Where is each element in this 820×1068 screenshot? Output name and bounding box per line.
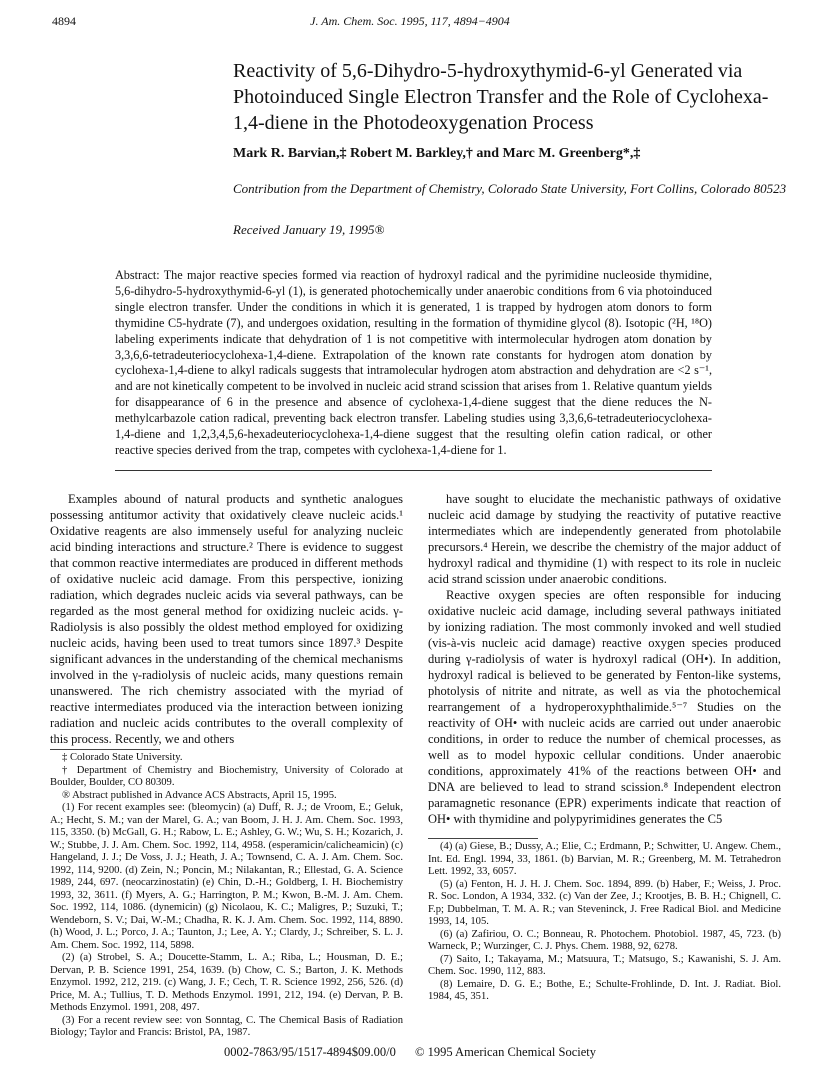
body-paragraph: Examples abound of natural products and synthetic analogues possessing antitumor activity that oxidatively cleave nucleic acids.¹ Oxidative reagents are also immensely useful for analyzing nucleic acid binding interactions and structure.² There is evidence to suggest that common reactive intermediates are produced in different methods of oxidative nucleic acid damage. From this perspective, ionizing radiation, which degrades nucleic acids via several pathways, can be regarded as the most general method for oxidizing nucleic acids. γ-Radiolysis is also possibly the oldest method employed for oxidizing nucleic acids, having been used to treat tumors since 1897.³ Despite significant advances in the understanding of the chemical mechanisms involved in the γ-radiolysis of nucleic acids, many questions remain unanswered. The rich chemistry associated with the myriad of reactive intermediates produced via the interaction between ionizing radiation and nucleic acids contributes to the overall complexity of this process. Recently, we and others (50, 492, 403, 746)
body-paragraph: Reactive oxygen species are often responsible for inducing oxidative nucleic acid damage, including several pathways initiated by ionizing radiation. The most commonly invoked and well studied (vis-à-vis nucleic acid damage) reactive oxygen species produced during γ-radiolysis of water is hydroxyl radical (OH•). In addition, hydroxyl radical is believed to be generated by Fenton-like systems, photolysis of nitrite and nitrate, as well as via the photochemical rearrangement of a hydroperoxyphthalimide.⁵⁻⁷ Studies on the reactivity of OH• with nucleic acids are carried out under anaerobic conditions, in order to reduce the number of chemical processes, as well as to model hypoxic cellular conditions. Under anaerobic conditions, approximately 41% of the reactions between OH• and DNA are believed to lead to strand scission.⁸ Independent electron paramagnetic resonance (EPR) experiments indicate that reaction of OH• with thymidine and polypyrimidines generates the C5 (428, 588, 781, 826)
footnote: ‡ Colorado State University. (62, 752, 183, 763)
footnote: (7) Saito, I.; Takayama, M.; Matsuura, T.; Matsugo, S.; Kawanishi, S. J. Am. Chem. Soc. 1990, 112, 883. (428, 953, 781, 977)
footnote: (8) Lemaire, D. G. E.; Bothe, E.; Schulte-Frohlinde, D. Int. J. Radiat. Biol. 1984, 45, 351. (428, 978, 781, 1002)
footnote-divider (428, 838, 538, 839)
footnote-divider (50, 749, 160, 750)
footnote: (3) For a recent review see: von Sonntag, C. The Chemical Basis of Radiation Biology; Taylor and Francis: Bristol, PA, 1987. (50, 1014, 403, 1038)
footnote: (4) (a) Giese, B.; Dussy, A.; Elie, C.; Erdmann, P.; Schwitter, U. Angew. Chem., Int. Ed. Engl. 1994, 33, 1861. (b) Barvian, M. R.; Greenberg, M. M. Tetrahedron Lett. 1992, 33, 6057. (428, 841, 781, 877)
received-date: Received January 19, 1995® (233, 222, 385, 237)
article-code: 0002-7863/95/1517-4894$09.00/0 (224, 1045, 396, 1059)
affiliation: Contribution from the Department of Chemistry, Colorado State University, Fort Collins, Colorado 80523 (233, 181, 787, 196)
running-header (52, 14, 768, 32)
footnote: ® Abstract published in Advance ACS Abstracts, April 15, 1995. (62, 789, 337, 801)
footnotes-right (428, 836, 781, 1004)
right-column (428, 491, 781, 827)
page-footer (0, 1045, 820, 1060)
footnote: † Department of Chemistry and Biochemistry, University of Colorado at Boulder, Boulder, CO 80309. (50, 764, 403, 788)
footnote: (5) (a) Fenton, H. J. H. J. Chem. Soc. 1894, 899. (b) Haber, F.; Weiss, J. Proc. R. Soc. London, A 1934, 332. (c) Van der Zee, J.; Krootjes, B. B. H.; Chignell, C. F.p; Dubbelman, T. M. A. R.; van Steveninck, J. Free Radical Biol. and Medicine 1993, 14, 105. (428, 878, 781, 927)
body-paragraph: have sought to elucidate the mechanistic pathways of oxidative nucleic acid damage by studying the reactivity of putative reactive intermediates which are independently generated from photolabile precursors.⁴ Herein, we describe the chemistry of the major adduct of hydroxyl radical and thymidine (1) with respect to its role in nucleic acid strand scission under anaerobic conditions. (428, 492, 781, 586)
abstract-divider (115, 470, 712, 471)
copyright: © 1995 American Chemical Society (415, 1045, 596, 1059)
footnotes-left (50, 752, 403, 1040)
article-title: Reactivity of 5,6-Dihydro-5-hydroxythymid-6-yl Generated via Photoinduced Single Electron Transfer and the Role of Cyclohexa-1,4-diene in the Photodeoxygenation Process (233, 60, 769, 134)
footnote: (1) For recent examples see: (bleomycin) (a) Duff, R. J.; de Vroom, E.; Geluk, A.; Hecht, S. M.; van der Marel, G. A.; van Boom, J. H. J. Am. Chem. Soc. 1993, 115, 3350. (b) McGall, G. H.; Rabow, L. E.; Ashley, G. W.; Wu, S. H.; Kozarich, J. W.; Stubbe, J. J. Am. Chem. Soc. 1992, 114, 4958. (esperamicin/calicheamicin) (c) Hangeland, J. J.; De Voss, J. J.; Heath, J. A.; Townsend, C. A. J. Am. Chem. Soc. 1992, 114, 9200. (d) Zein, N.; Poncin, M.; Nilakantan, R.; Ellestad, G. A. Science 1989, 244, 697. (neocarzinostatin) (e) Chin, D.-H.; Goldberg, I. H. Biochemistry 1993, 32, 3611. (f) Myers, A. G.; Harrington, P. M.; Kwon, B.-M. J. Am. Chem. Soc. 1992, 114, 1086. (dynemicin) (g) Nicolaou, K. C.; Maligres, P.; Suzuki, T.; Wendeborn, S. V.; Dai, W.-M.; Chadha, R. K. J. Am. Chem. Soc. 1992, 114, 8890. (h) Wood, J. L.; Porco, J. A.; Taunton, J.; Lee, A. Y.; Clardy, J.; Schreiber, S. L. J. Am. Chem. Soc. 1992, 114, 5898. (50, 802, 403, 951)
author-list: Mark R. Barvian,‡ Robert M. Barkley,† and Marc M. Greenberg*,‡ (233, 146, 641, 161)
page-number: 4894 (52, 14, 76, 28)
abstract: Abstract: The major reactive species formed via reaction of hydroxyl radical and the pyrimidine nucleoside thymidine, 5,6-dihydro-5-hydroxythymid-6-yl (1), is generated photochemically under anaerobic conditions from 6 via photoinduced single electron transfer. Under the conditions in which it is generated, 1 is trapped by hydrogen atom donors to form thymidine C5-hydrate (7), and undergoes oxidation, resulting in the formation of thymidine glycol (8). Isotopic (²H, ¹⁸O) labeling experiments indicate that dehydration of 1 is not competitive with intermolecular hydrogen atom donation by 3,3,6,6-tetradeuteriocyclohexa-1,4-diene. Extrapolation of the known rate constants for hydrogen atom donation by cyclohexa-1,4-diene to alkyl radicals suggests that intramolecular hydrogen atom abstraction and dehydration are <2 s⁻¹, and are not kinetically competent to be involved in nucleic acid strand scission that arises from 1. Relative quantum yields for disappearance of 6 in the presence and absence of cyclohexa-1,4-diene suggest that the diene reduces the N-methylcarbazole cation radical, preventing back electron transfer. Labeling studies using 3,3,6,6-tetradeuteriocyclohexa-1,4-diene and 1,2,3,4,5,6-hexadeuteriocyclohexa-1,4-diene suggest that the resulting olefin cation radical, or other reactive species derived from the trap, competes with cyclohexa-1,4-diene for 1. (115, 268, 712, 457)
footnote: (2) (a) Strobel, S. A.; Doucette-Stamm, L. A.; Riba, L.; Housman, D. E.; Dervan, P. B. Science 1991, 254, 1639. (b) Chow, C. S.; Barton, J. K. Methods Enzymol. 1992, 212, 219. (c) Wang, J. F.; Cech, T. R. Science 1992, 256, 526. (d) Price, M. A.; Tullius, T. D. Methods Enzymol. 1991, 212, 194. (e) Dervan, P. B. Methods Enzymol. 1991, 208, 497. (50, 952, 403, 1013)
left-column (50, 491, 403, 1040)
journal-citation: J. Am. Chem. Soc. 1995, 117, 4894−4904 (310, 14, 510, 28)
footnote: (6) (a) Zafiriou, O. C.; Bonneau, R. Photochem. Photobiol. 1987, 45, 723. (b) Warneck, P.; Wurzinger, C. J. Phys. Chem. 1988, 92, 6278. (428, 928, 781, 952)
